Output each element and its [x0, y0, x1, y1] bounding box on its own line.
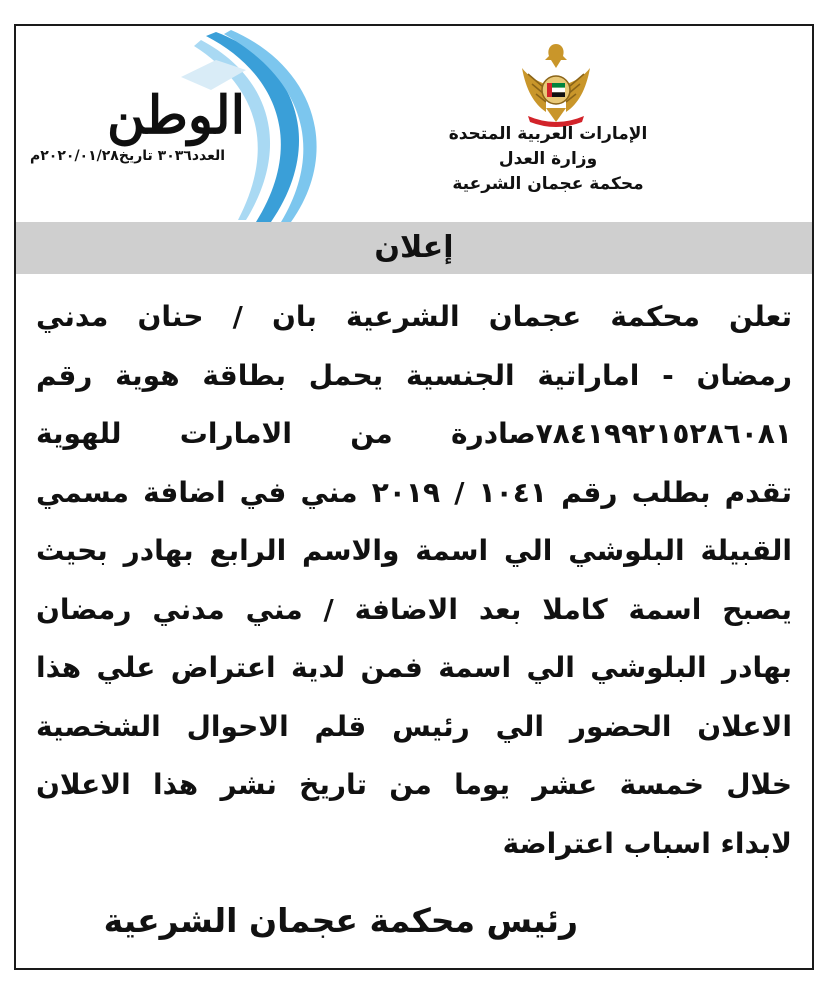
notice-line: تعلن محكمة عجمان الشرعية بان / حنان مدني [36, 300, 792, 333]
notice-line: القبيلة البلوشي الي اسمة والاسم الرابع بهادر بحيث [36, 534, 792, 567]
notice-line: يصبح اسمة كاملا بعد الاضافة / مني مدني رمضان [36, 592, 792, 626]
issue-number-date: العدد٣٠٣٦ تاريخ٢٠٢٠/٠١/٢٨م [30, 148, 226, 164]
notice-line: رمضان - اماراتية الجنسية يحمل بطاقة هوية رقم [36, 358, 792, 392]
newspaper-masthead: الوطن [106, 85, 246, 146]
notice-line: الاعلان الحضور الي رئيس قلم الاحوال الشخصية [36, 709, 792, 743]
notice-line: خلال خمسة عشر يوما من تاريخ نشر هذا الاعلان [36, 768, 792, 801]
uae-emblem-icon [516, 38, 596, 130]
ministry-name: وزارة العدل [498, 149, 598, 169]
advertisement-frame [14, 24, 814, 970]
announcement-title: إعلان [374, 230, 454, 265]
notice-body [36, 288, 792, 873]
signature-line: رئيس محكمة عجمان الشرعية [103, 901, 578, 940]
announcement-title-bar [16, 222, 812, 274]
notice-line: ٧٨٤١٩٩٢١٥٢٨٦٠٨١صادرة من الامارات للهوية [36, 417, 792, 450]
notice-line: بهادر البلوشي الي اسمة فمن لدية اعتراض علي هذا [36, 651, 792, 684]
government-header [398, 122, 698, 197]
court-name: محكمة عجمان الشرعية [452, 174, 644, 194]
country-name: الإمارات العربية المتحدة [448, 124, 648, 144]
notice-line: لابداء اسباب اعتراضة [502, 826, 792, 860]
notice-line: تقدم بطلب رقم ١٠٤١ / ٢٠١٩ مني في اضافة مسمي [36, 475, 792, 509]
